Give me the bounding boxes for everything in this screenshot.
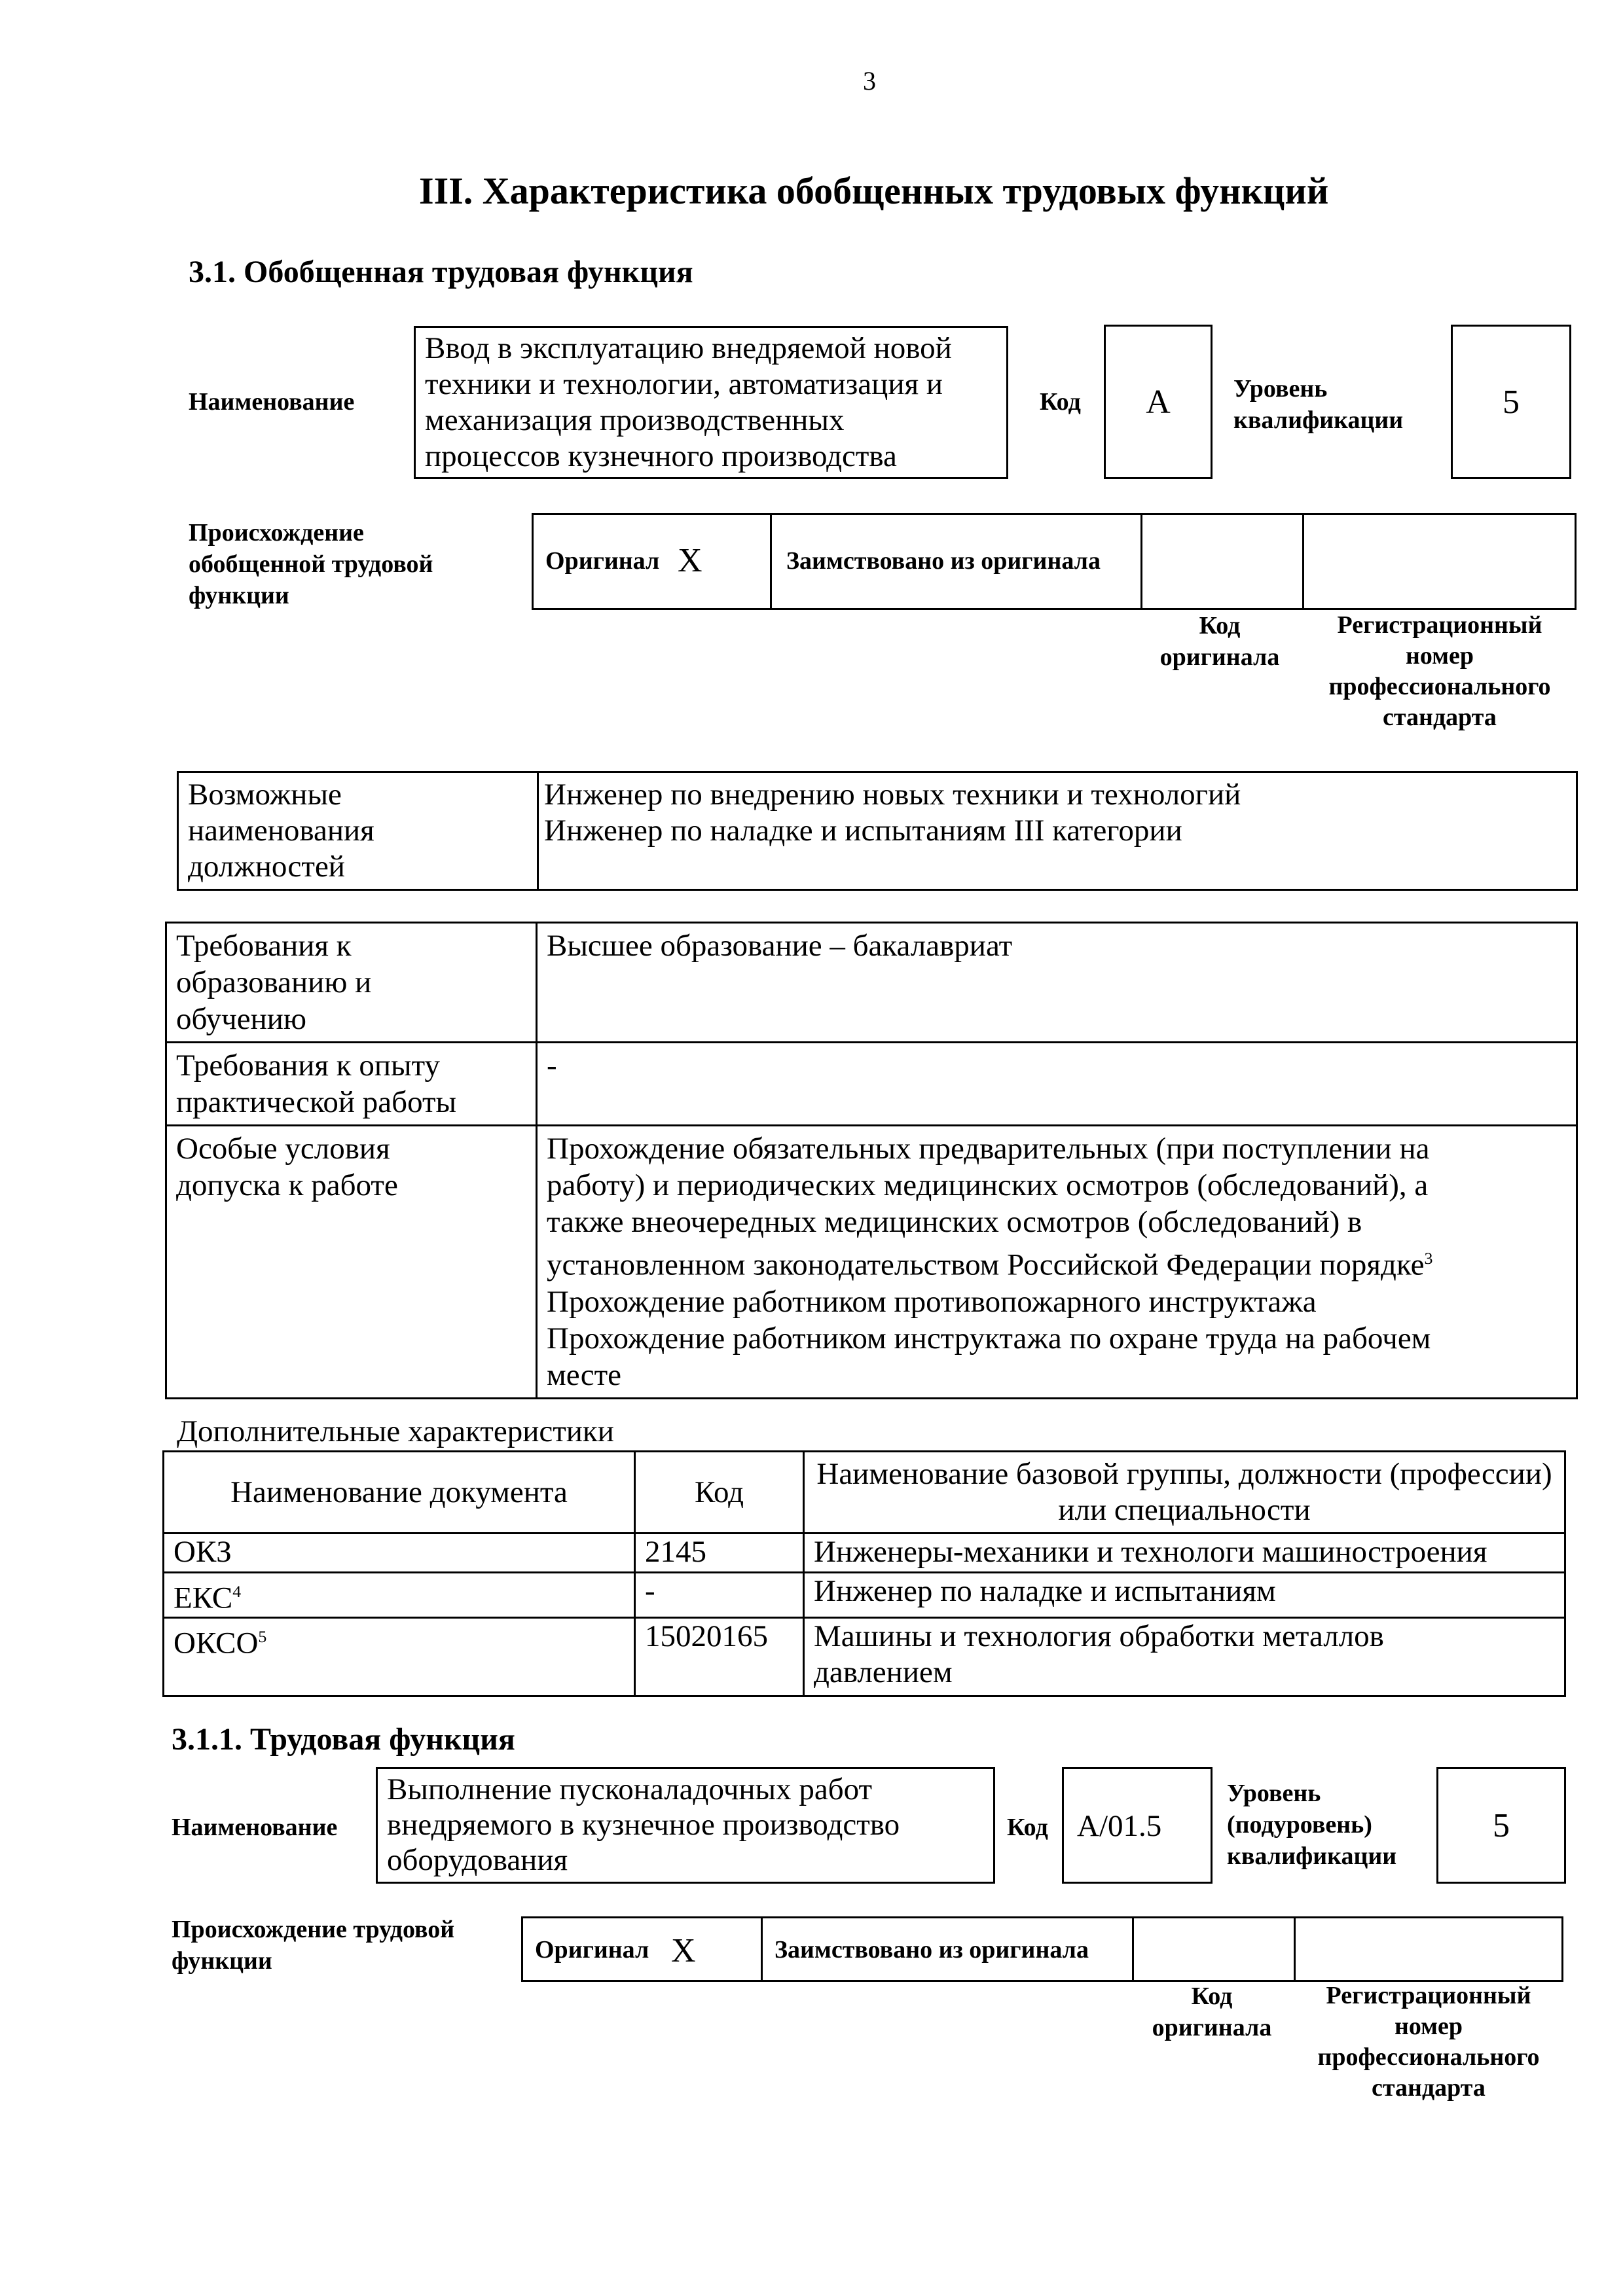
caption-line: номер [1405,642,1474,670]
footnote-mark: 4 [232,1582,242,1601]
additional-row-name: Инженер по наладке и испытаниям [804,1573,1565,1618]
req-label-line: образованию и [176,965,372,999]
page-number: 3 [863,66,876,96]
additional-row-name: Инженеры-механики и технологи машиностроения [804,1534,1565,1573]
position-item: Инженер по внедрению новых техники и технологий [544,778,1241,812]
footnote-mark: 5 [258,1626,267,1646]
tf-name-line: оборудования [387,1843,568,1877]
caption-line: стандарта [1372,2074,1486,2102]
req-value-line: Прохождение работником противопожарного инструктажа [547,1284,1317,1319]
tf-name-box [376,1767,995,1884]
req-label-line: обучению [176,1002,307,1036]
additional-header-code: Код [635,1452,804,1534]
gtf-original-cell [534,515,772,608]
req-label-line: Требования к опыту [176,1049,441,1083]
req-label-line: допуска к работе [176,1168,398,1202]
positions-label-line: Возможные [188,778,342,812]
req-value-line: установленном законодательством Российской Федерации порядке [547,1247,1425,1282]
tf-name-label: Наименование [172,1814,338,1841]
gtf-original-mark: Х [678,542,702,579]
gtf-origin-label-line: функции [189,582,289,609]
req-value-line: - [547,1049,557,1083]
requirements-table [165,922,1578,1399]
tf-borrowed-label: Заимствовано из оригинала [775,1936,1089,1964]
req-label-line: Особые условия [176,1132,390,1166]
tf-code-label: Код [1007,1814,1048,1841]
caption-line: профессионального [1317,2043,1540,2071]
additional-table [162,1450,1566,1697]
name-line: давлением [814,1655,953,1689]
positions-label-line: наименования [188,814,374,848]
additional-header-name: Наименование базовой группы, должности (профессии) или специальности [804,1452,1565,1534]
gtf-origin-label [189,517,433,611]
tf-level-value: 5 [1436,1767,1566,1884]
tf-name-line: Выполнение пусконаладочных работ [387,1772,873,1806]
req-admission-label [166,1126,537,1399]
caption-line: Регистрационный [1326,1982,1531,2009]
caption-line: оригинала [1159,643,1280,671]
positions-label [178,772,538,890]
gtf-name-line: Ввод в эксплуатацию внедряемой новой [425,331,952,365]
req-value-line: Прохождение работником инструктажа по охране труда на рабочем [547,1321,1431,1355]
gtf-origin-label-line: Происхождение [189,519,364,547]
tf-original-label: Оригинал [535,1936,649,1964]
section-title: III. Характеристика обобщенных трудовых функций [419,170,1329,212]
tf-origin-label-line: функции [172,1947,272,1975]
caption-line: стандарта [1383,704,1497,731]
req-education-label [166,923,537,1043]
caption-line: оригинала [1152,2014,1272,2041]
tf-level-label-line: квалификации [1227,1842,1397,1870]
caption-line: Регистрационный [1337,611,1542,639]
additional-row-code: 2145 [635,1534,804,1573]
tf-origin-label [172,1914,454,1977]
tf-code-value: A/01.5 [1062,1767,1213,1884]
caption-line: профессионального [1328,673,1551,700]
gtf-code-value: А [1104,325,1213,479]
tf-reg-caption [1294,1981,1563,2104]
req-admission-value [537,1126,1577,1399]
additional-row-doc [164,1617,635,1696]
caption-line: Код [1191,1982,1233,2010]
req-value-line: Прохождение обязательных предварительных (при поступлении на [547,1132,1430,1166]
name-line: Машины и технология обработки металлов [814,1619,1384,1653]
gtf-origin-box [532,513,1577,610]
req-label-line: Требования к [176,929,352,963]
doc-name: ОКЗ [173,1535,232,1569]
caption-line: номер [1394,2013,1463,2040]
req-label-line: практической работы [176,1085,457,1119]
doc-name: ОКСО [173,1626,259,1660]
tf-level-label-line: Уровень [1227,1780,1321,1807]
gtf-name-label: Наименование [189,388,355,416]
req-value-line: Высшее образование – бакалавриат [547,929,1013,963]
gtf-reg-caption [1303,610,1577,733]
req-value-line: работу) и периодических медицинских осмотров (обследований), а [547,1168,1429,1202]
gtf-name-line: процессов кузнечного производства [425,439,897,473]
caption-line: Код [1199,612,1241,639]
additional-row-code: - [635,1573,804,1618]
tf-name-line: внедряемого в кузнечное производство [387,1808,900,1842]
gtf-level-label-line: квалификации [1233,406,1404,434]
gtf-original-label: Оригинал [545,547,660,575]
tf-orig-code-caption [1130,1981,1294,2043]
additional-row-doc [164,1534,635,1573]
additional-heading: Дополнительные характеристики [177,1414,614,1448]
gtf-level-label-line: Уровень [1233,375,1328,403]
additional-row-name [804,1617,1565,1696]
additional-row-code: 15020165 [635,1617,804,1696]
positions-table [177,771,1578,891]
gtf-orig-code-cell [1140,515,1304,608]
req-experience-value [537,1043,1577,1126]
req-value-line: также внеочередных медицинских осмотров (обследований) в [547,1205,1362,1239]
gtf-code-label: Код [1040,388,1081,416]
gtf-name-line: механизация производственных [425,403,845,437]
req-value-line: месте [547,1357,622,1392]
tf-level-label [1227,1778,1396,1872]
tf-original-cell [523,1918,763,1980]
gtf-level-value: 5 [1451,325,1571,479]
gtf-name-line: техники и технологии, автоматизация и [425,367,943,401]
positions-values [538,772,1577,890]
doc-name: ЕКС [173,1581,233,1615]
position-item: Инженер по наладке и испытаниям III категории [544,814,1182,848]
gtf-level-label [1233,373,1403,436]
tf-heading: 3.1.1. Трудовая функция [172,1722,515,1757]
additional-row-doc [164,1573,635,1618]
tf-origin-label-line: Происхождение трудовой [172,1916,455,1943]
gtf-orig-code-caption [1138,610,1302,673]
tf-origin-box [521,1916,1563,1982]
gtf-origin-label-line: обобщенной трудовой [189,550,433,578]
tf-level-label-line: (подуровень) [1227,1811,1372,1839]
additional-header-doc: Наименование документа [164,1452,635,1534]
gtf-borrowed-label: Заимствовано из оригинала [786,547,1101,575]
tf-orig-code-cell [1132,1918,1296,1980]
gtf-heading: 3.1. Обобщенная трудовая функция [189,255,693,289]
footnote-mark: 3 [1424,1249,1433,1268]
req-experience-label [166,1043,537,1126]
positions-label-line: должностей [188,850,345,884]
req-education-value [537,923,1577,1043]
gtf-name-box [414,326,1008,479]
tf-original-mark: Х [671,1932,696,1969]
